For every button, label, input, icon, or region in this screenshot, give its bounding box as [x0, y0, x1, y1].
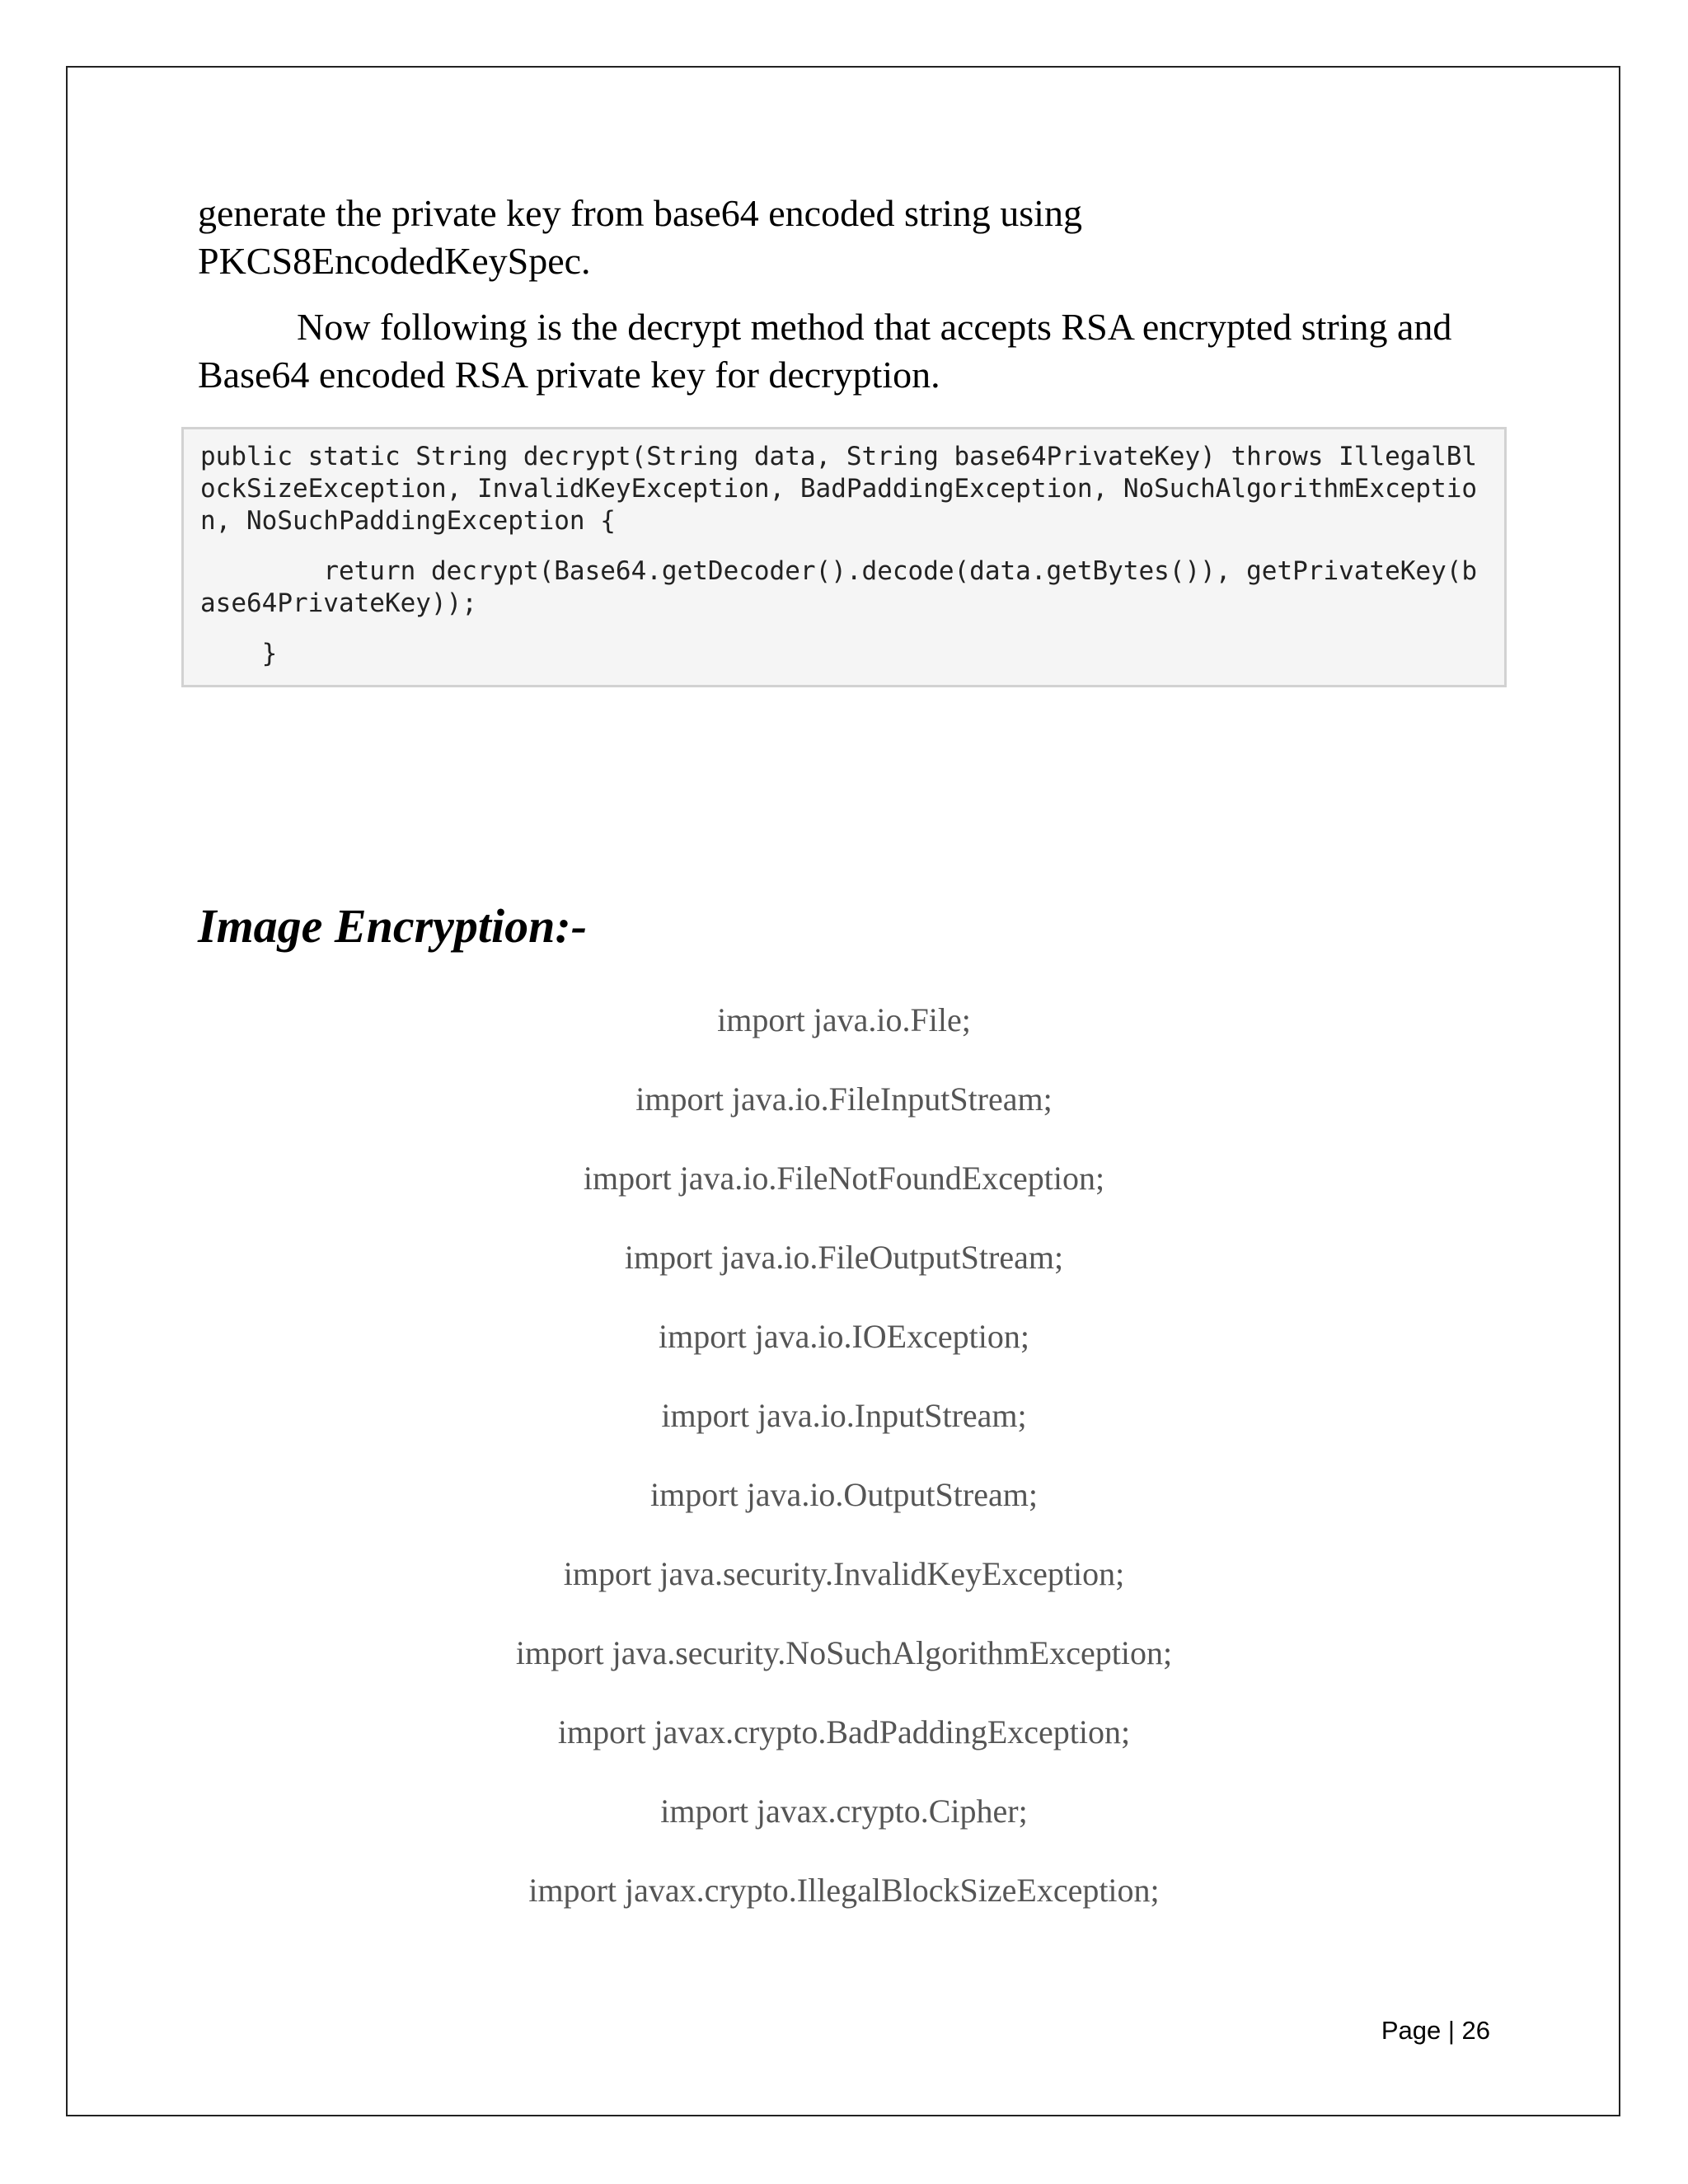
import-line: import javax.crypto.Cipher;	[660, 1793, 1028, 1830]
import-line: import java.io.FileOutputStream;	[624, 1239, 1064, 1276]
import-line: import java.io.IOException;	[659, 1318, 1029, 1355]
import-list	[181, 997, 1507, 1947]
import-line: import javax.crypto.BadPaddingException;	[557, 1713, 1131, 1750]
import-line: import javax.crypto.IllegalBlockSizeException;	[528, 1872, 1160, 1909]
body-text	[198, 190, 1484, 399]
page-number: Page | 26	[1381, 2016, 1490, 2045]
code-block-decrypt	[181, 427, 1507, 687]
code-line-return: return decrypt(Base64.getDecoder().decode(data.getBytes()), getPrivateKey(base64PrivateKey));	[200, 556, 1478, 618]
import-line: import java.io.File;	[717, 1001, 971, 1038]
code-line-closing-brace: }	[200, 639, 278, 668]
import-line: import java.security.NoSuchAlgorithmException;	[515, 1634, 1173, 1671]
section-heading: Image Encryption:-	[198, 899, 588, 953]
import-line: import java.security.InvalidKeyException;	[563, 1555, 1125, 1592]
paragraph-private-key: generate the private key from base64 encoded string using PKCS8EncodedKeySpec.	[198, 192, 1082, 282]
import-line: import java.io.FileNotFoundException;	[583, 1160, 1105, 1197]
import-line: import java.io.OutputStream;	[650, 1476, 1038, 1513]
code-line-signature: public static String decrypt(String data, String base64PrivateKey) throws IllegalBlockSizeException, InvalidKeyException, BadPaddingException, NoSuchAlgorithmException, NoSuchPaddingException {	[200, 442, 1478, 536]
import-line: import java.io.FileInputStream;	[635, 1080, 1053, 1118]
import-line: import java.io.InputStream;	[661, 1397, 1027, 1434]
paragraph-decrypt-intro: Now following is the decrypt method that accepts RSA encrypted string and Base64 encoded RSA private key for decryption.	[198, 306, 1452, 396]
